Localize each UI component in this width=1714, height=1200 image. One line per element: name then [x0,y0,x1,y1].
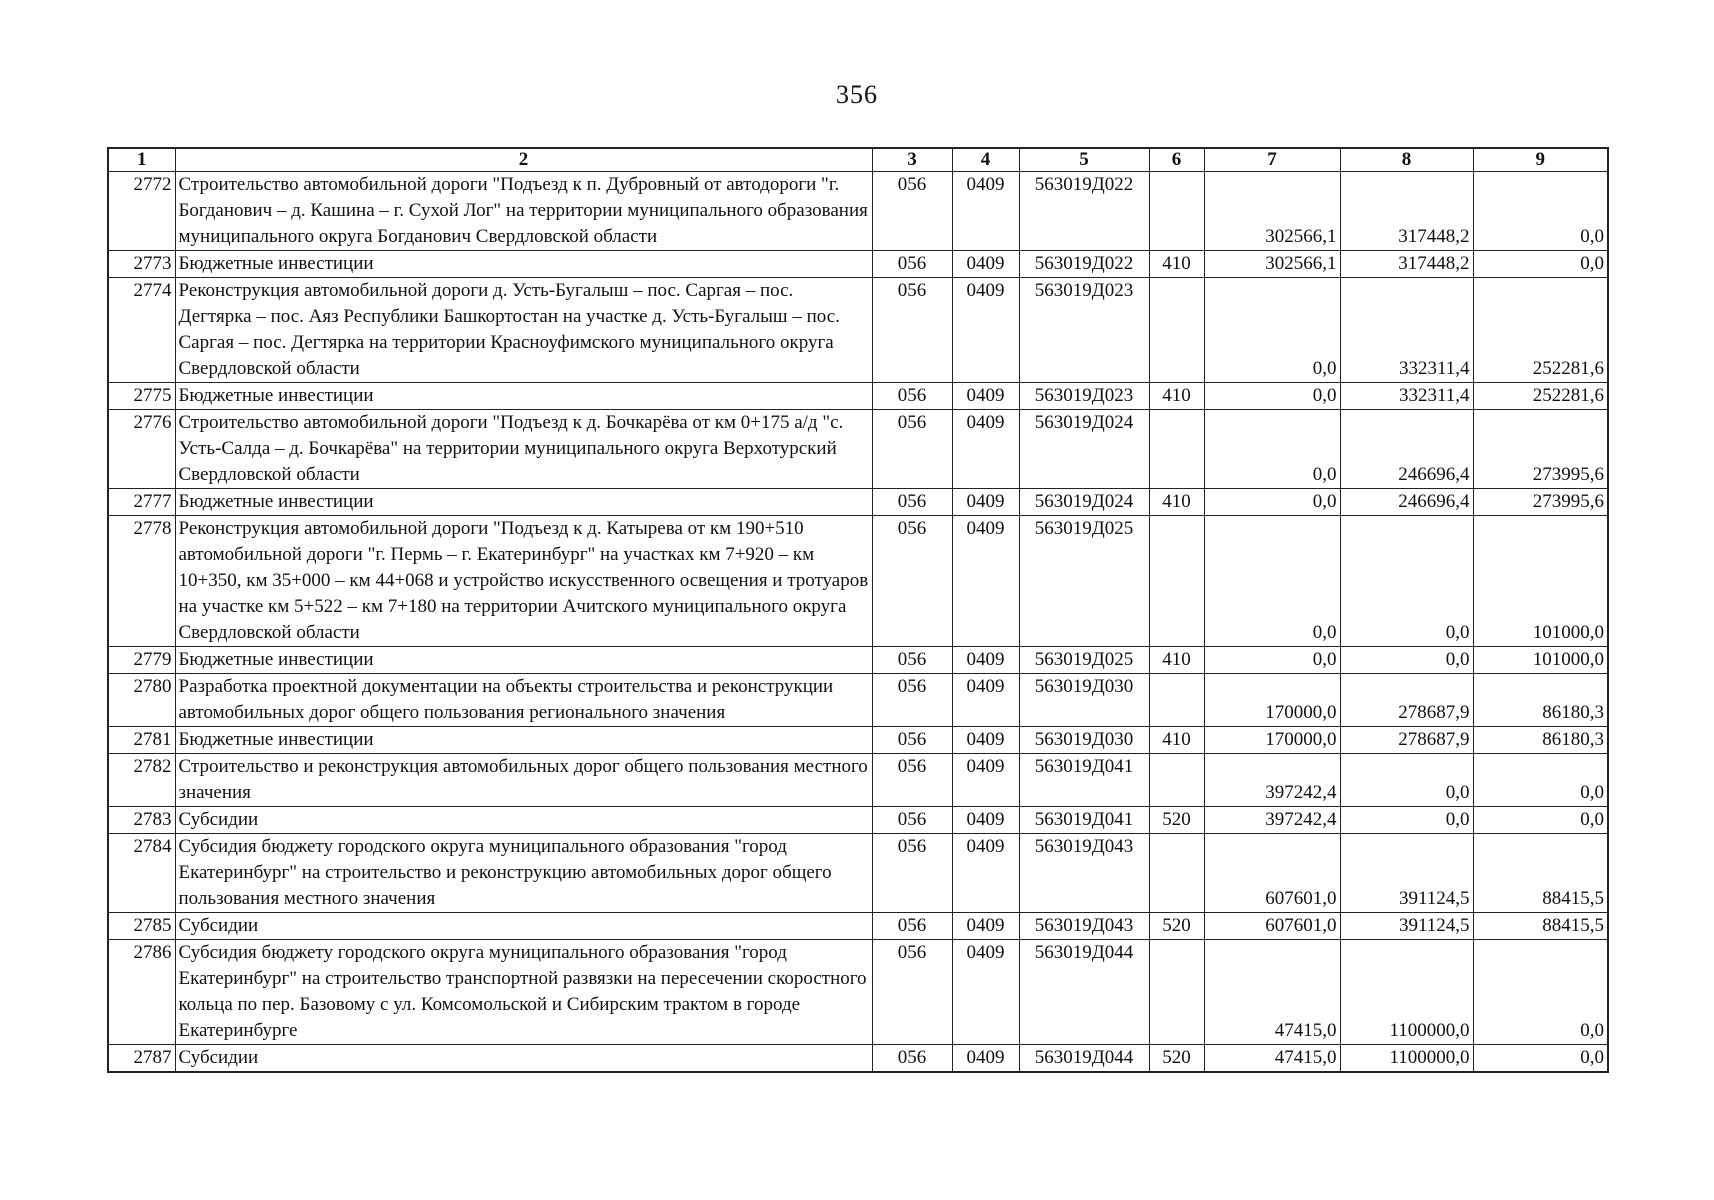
amount-col7-cell: 47415,0 [1204,1045,1340,1073]
target-article-cell: 563019Д023 [1019,278,1149,383]
section-code-cell: 0409 [952,278,1019,383]
amount-col7-cell: 0,0 [1204,410,1340,489]
ministry-code-cell: 056 [872,754,952,807]
amount-col9-cell: 273995,6 [1473,489,1608,516]
amount-col7-cell: 0,0 [1204,278,1340,383]
amount-col7-cell: 0,0 [1204,489,1340,516]
amount-col9-cell: 273995,6 [1473,410,1608,489]
amount-col8-cell: 332311,4 [1340,383,1473,410]
row-number-cell: 2772 [108,172,175,251]
item-name-cell: Разработка проектной документации на объекты строительства и реконструкции автомобильных дорог общего пользования регионального значения [175,674,872,727]
table-row [108,647,1608,674]
expense-type-cell: 520 [1149,1045,1204,1073]
amount-col7-cell: 302566,1 [1204,172,1340,251]
amount-col9-cell: 101000,0 [1473,516,1608,647]
amount-col9-cell: 0,0 [1473,1045,1608,1073]
row-number-cell: 2784 [108,834,175,913]
amount-col8-cell: 391124,5 [1340,913,1473,940]
ministry-code-cell: 056 [872,727,952,754]
amount-col9-cell: 86180,3 [1473,674,1608,727]
section-code-cell: 0409 [952,383,1019,410]
row-number-cell: 2782 [108,754,175,807]
item-name-cell: Реконструкция автомобильной дороги д. Усть-Бугалыш – пос. Саргая – пос. Дегтярка – пос. Аяз Республики Башкортостан на участке д. Усть-Бугалыш – пос. Саргая – пос. Дегтярка на территории Красноуфимского муниципального округа Свердловской области [175,278,872,383]
amount-col8-cell: 278687,9 [1340,674,1473,727]
expense-type-cell [1149,278,1204,383]
item-name-cell: Бюджетные инвестиции [175,489,872,516]
amount-col8-cell: 1100000,0 [1340,1045,1473,1073]
target-article-cell: 563019Д044 [1019,1045,1149,1073]
table-row [108,674,1608,727]
target-article-cell: 563019Д024 [1019,489,1149,516]
table-body [108,172,1608,1073]
column-header: 5 [1019,148,1149,172]
amount-col8-cell: 0,0 [1340,807,1473,834]
amount-col8-cell: 332311,4 [1340,278,1473,383]
page-number: 356 [836,80,878,109]
table-row [108,410,1608,489]
expense-type-cell: 520 [1149,807,1204,834]
amount-col8-cell: 0,0 [1340,754,1473,807]
ministry-code-cell: 056 [872,410,952,489]
section-code-cell: 0409 [952,754,1019,807]
amount-col7-cell: 170000,0 [1204,674,1340,727]
amount-col9-cell: 252281,6 [1473,383,1608,410]
row-number-cell: 2786 [108,940,175,1045]
section-code-cell: 0409 [952,727,1019,754]
table-row [108,172,1608,251]
section-code-cell: 0409 [952,1045,1019,1073]
column-header: 9 [1473,148,1608,172]
amount-col9-cell: 0,0 [1473,807,1608,834]
ministry-code-cell: 056 [872,647,952,674]
expense-type-cell [1149,410,1204,489]
table-row [108,489,1608,516]
item-name-cell: Строительство и реконструкция автомобильных дорог общего пользования местного значения [175,754,872,807]
section-code-cell: 0409 [952,940,1019,1045]
target-article-cell: 563019Д022 [1019,172,1149,251]
amount-col9-cell: 0,0 [1473,172,1608,251]
amount-col8-cell: 1100000,0 [1340,940,1473,1045]
item-name-cell: Реконструкция автомобильной дороги "Подъезд к д. Катырева от км 190+510 автомобильной дороги "г. Пермь – г. Екатеринбург" на участках км 7+920 – км 10+350, км 35+000 – км 44+068 и устройство искусственного освещения и тротуаров на участке км 5+522 – км 7+180 на территории Ачитского муниципального округа Свердловской области [175,516,872,647]
row-number-cell: 2775 [108,383,175,410]
section-code-cell: 0409 [952,674,1019,727]
table-row [108,940,1608,1045]
item-name-cell: Субсидия бюджету городского округа муниципального образования "город Екатеринбург" на строительство и реконструкцию автомобильных дорог общего пользования местного значения [175,834,872,913]
amount-col7-cell: 397242,4 [1204,807,1340,834]
header-row [108,148,1608,172]
item-name-cell: Строительство автомобильной дороги "Подъезд к п. Дубровный от автодороги "г. Богданович – д. Кашина – г. Сухой Лог" на территории муниципального образования муниципального округа Богданович Свердловской области [175,172,872,251]
table-row [108,251,1608,278]
column-header: 2 [175,148,872,172]
item-name-cell: Субсидии [175,913,872,940]
target-article-cell: 563019Д043 [1019,834,1149,913]
amount-col7-cell: 0,0 [1204,647,1340,674]
section-code-cell: 0409 [952,489,1019,516]
table-row [108,834,1608,913]
amount-col8-cell: 246696,4 [1340,410,1473,489]
expense-type-cell [1149,834,1204,913]
amount-col8-cell: 278687,9 [1340,727,1473,754]
row-number-cell: 2774 [108,278,175,383]
section-code-cell: 0409 [952,807,1019,834]
row-number-cell: 2779 [108,647,175,674]
amount-col8-cell: 246696,4 [1340,489,1473,516]
item-name-cell: Субсидия бюджету городского округа муниципального образования "город Екатеринбург" на строительство транспортной развязки на пересечении скоростного кольца по пер. Базовому с ул. Комсомольской и Сибирским трактом в городе Екатеринбурге [175,940,872,1045]
expense-type-cell: 410 [1149,489,1204,516]
ministry-code-cell: 056 [872,807,952,834]
amount-col8-cell: 0,0 [1340,516,1473,647]
item-name-cell: Бюджетные инвестиции [175,383,872,410]
target-article-cell: 563019Д044 [1019,940,1149,1045]
amount-col9-cell: 88415,5 [1473,913,1608,940]
amount-col9-cell: 86180,3 [1473,727,1608,754]
expense-type-cell: 410 [1149,727,1204,754]
target-article-cell: 563019Д043 [1019,913,1149,940]
target-article-cell: 563019Д030 [1019,674,1149,727]
amount-col8-cell: 317448,2 [1340,172,1473,251]
table-row [108,383,1608,410]
section-code-cell: 0409 [952,410,1019,489]
ministry-code-cell: 056 [872,1045,952,1073]
row-number-cell: 2778 [108,516,175,647]
section-code-cell: 0409 [952,834,1019,913]
section-code-cell: 0409 [952,251,1019,278]
row-number-cell: 2777 [108,489,175,516]
ministry-code-cell: 056 [872,278,952,383]
amount-col9-cell: 0,0 [1473,754,1608,807]
ministry-code-cell: 056 [872,489,952,516]
amount-col7-cell: 607601,0 [1204,913,1340,940]
ministry-code-cell: 056 [872,940,952,1045]
amount-col9-cell: 0,0 [1473,251,1608,278]
amount-col9-cell: 252281,6 [1473,278,1608,383]
amount-col7-cell: 0,0 [1204,516,1340,647]
section-code-cell: 0409 [952,913,1019,940]
table-row [108,516,1608,647]
row-number-cell: 2780 [108,674,175,727]
table-row [108,727,1608,754]
target-article-cell: 563019Д025 [1019,647,1149,674]
row-number-cell: 2773 [108,251,175,278]
amount-col8-cell: 391124,5 [1340,834,1473,913]
amount-col7-cell: 47415,0 [1204,940,1340,1045]
amount-col9-cell: 0,0 [1473,940,1608,1045]
column-header: 3 [872,148,952,172]
target-article-cell: 563019Д025 [1019,516,1149,647]
expense-type-cell: 410 [1149,251,1204,278]
column-header: 1 [108,148,175,172]
expense-type-cell: 410 [1149,383,1204,410]
section-code-cell: 0409 [952,647,1019,674]
expense-type-cell: 520 [1149,913,1204,940]
expense-type-cell [1149,674,1204,727]
item-name-cell: Бюджетные инвестиции [175,727,872,754]
amount-col7-cell: 397242,4 [1204,754,1340,807]
column-header: 4 [952,148,1019,172]
target-article-cell: 563019Д024 [1019,410,1149,489]
target-article-cell: 563019Д041 [1019,754,1149,807]
ministry-code-cell: 056 [872,674,952,727]
ministry-code-cell: 056 [872,913,952,940]
ministry-code-cell: 056 [872,516,952,647]
item-name-cell: Бюджетные инвестиции [175,251,872,278]
expense-type-cell: 410 [1149,647,1204,674]
target-article-cell: 563019Д022 [1019,251,1149,278]
budget-table [107,147,1609,1073]
table-row [108,913,1608,940]
target-article-cell: 563019Д030 [1019,727,1149,754]
row-number-cell: 2787 [108,1045,175,1073]
table-row [108,278,1608,383]
section-code-cell: 0409 [952,516,1019,647]
item-name-cell: Бюджетные инвестиции [175,647,872,674]
expense-type-cell [1149,516,1204,647]
table-row [108,754,1608,807]
row-number-cell: 2781 [108,727,175,754]
target-article-cell: 563019Д023 [1019,383,1149,410]
amount-col7-cell: 302566,1 [1204,251,1340,278]
ministry-code-cell: 056 [872,383,952,410]
ministry-code-cell: 056 [872,251,952,278]
row-number-cell: 2776 [108,410,175,489]
expense-type-cell [1149,172,1204,251]
table-row [108,807,1608,834]
amount-col7-cell: 607601,0 [1204,834,1340,913]
row-number-cell: 2785 [108,913,175,940]
table-row [108,1045,1608,1073]
column-header: 7 [1204,148,1340,172]
amount-col7-cell: 170000,0 [1204,727,1340,754]
expense-type-cell [1149,940,1204,1045]
amount-col9-cell: 101000,0 [1473,647,1608,674]
row-number-cell: 2783 [108,807,175,834]
column-header: 8 [1340,148,1473,172]
item-name-cell: Строительство автомобильной дороги "Подъезд к д. Бочкарёва от км 0+175 а/д "с. Усть-Салда – д. Бочкарёва" на территории муниципального округа Верхотурский Свердловской области [175,410,872,489]
amount-col8-cell: 317448,2 [1340,251,1473,278]
ministry-code-cell: 056 [872,834,952,913]
amount-col7-cell: 0,0 [1204,383,1340,410]
expense-type-cell [1149,754,1204,807]
column-header: 6 [1149,148,1204,172]
amount-col8-cell: 0,0 [1340,647,1473,674]
item-name-cell: Субсидии [175,1045,872,1073]
item-name-cell: Субсидии [175,807,872,834]
ministry-code-cell: 056 [872,172,952,251]
section-code-cell: 0409 [952,172,1019,251]
amount-col9-cell: 88415,5 [1473,834,1608,913]
target-article-cell: 563019Д041 [1019,807,1149,834]
